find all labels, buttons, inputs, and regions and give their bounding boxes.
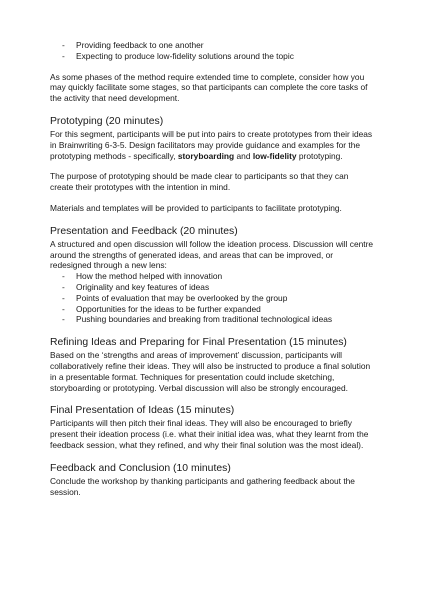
dash-marker: - [62, 40, 65, 50]
presentation-heading: Presentation and Feedback (20 minutes) [50, 225, 238, 237]
dash-marker: - [62, 303, 65, 314]
dash-marker: - [62, 50, 65, 61]
prototyping-heading: Prototyping (20 minutes) [50, 115, 164, 127]
refining-paragraph: Based on the ‘strengths and areas of improvement’ discussion, participants will collaboratively refine their ideas. They will also be instructed to produce a final solution in a presentable format. Techniques for presentation could include sketching, storyboarding or prototyping. Verbal discussion will also be strongly encouraged. [50, 350, 371, 393]
prototyping-materials-paragraph: Materials and templates will be provided to participants to facilitate prototyping. [50, 202, 342, 213]
conclusion-paragraph: Conclude the workshop by thanking participants and gathering feedback about the session. [50, 475, 355, 497]
list-item: - How the method helped with innovation [62, 271, 223, 282]
list-item: - Opportunities for the ideas to be further expanded [62, 303, 261, 314]
dash-marker: - [62, 281, 65, 292]
presentation-paragraph: A structured and open discussion will follow the ideation process. Discussion will centre around the strengths of generated ideas, and areas that can be improved, or redesigned through a new lens: [50, 238, 374, 271]
list-item: - Pushing boundaries and breaking from traditional technological ideas [62, 314, 333, 325]
intro-list [50, 40, 374, 62]
refining-heading: Refining Ideas and Preparing for Final Presentation (15 minutes) [50, 337, 347, 349]
presentation-list [50, 271, 374, 325]
conclusion-heading: Feedback and Conclusion (10 minutes) [50, 462, 231, 474]
intro-paragraph: As some phases of the method require extended time to complete, consider how you may quickly facilitate some stages, so that participants can complete the core tasks of the activity that need development. [50, 71, 368, 104]
final-presentation-heading: Final Presentation of Ideas (15 minutes) [50, 405, 235, 417]
prototyping-paragraph: For this segment, participants will be put into pairs to create prototypes from their ideas in Brainwriting 6-3-5. Design facilitators may provide guidance and examples for the prototyping methods - specifically, storyboarding and low-fidelity prototyping. [50, 128, 373, 161]
dash-marker: - [62, 271, 65, 282]
list-item: - Points of evaluation that may be overlooked by the group [62, 292, 288, 303]
bold-storyboarding: storyboarding [177, 150, 235, 161]
dash-marker: - [62, 314, 65, 325]
list-item: - Originality and key features of ideas [62, 281, 210, 292]
list-item: - Expecting to produce low-fidelity solutions around the topic [62, 50, 294, 61]
bold-low-fidelity: low-fidelity [252, 150, 297, 161]
dash-marker: - [62, 292, 65, 303]
final-presentation-paragraph: Participants will then pitch their final ideas. They will also be encouraged to briefly present their ideation process (i.e. what their initial idea was, what they learnt from the feedback session, what they refined, and why their final solution was the most ideal). [50, 418, 369, 450]
list-item: - Providing feedback to one another [62, 40, 204, 50]
prototyping-purpose-paragraph: The purpose of prototyping should be made clear to participants so that they can create their prototypes with the intention in mind. [50, 171, 349, 193]
